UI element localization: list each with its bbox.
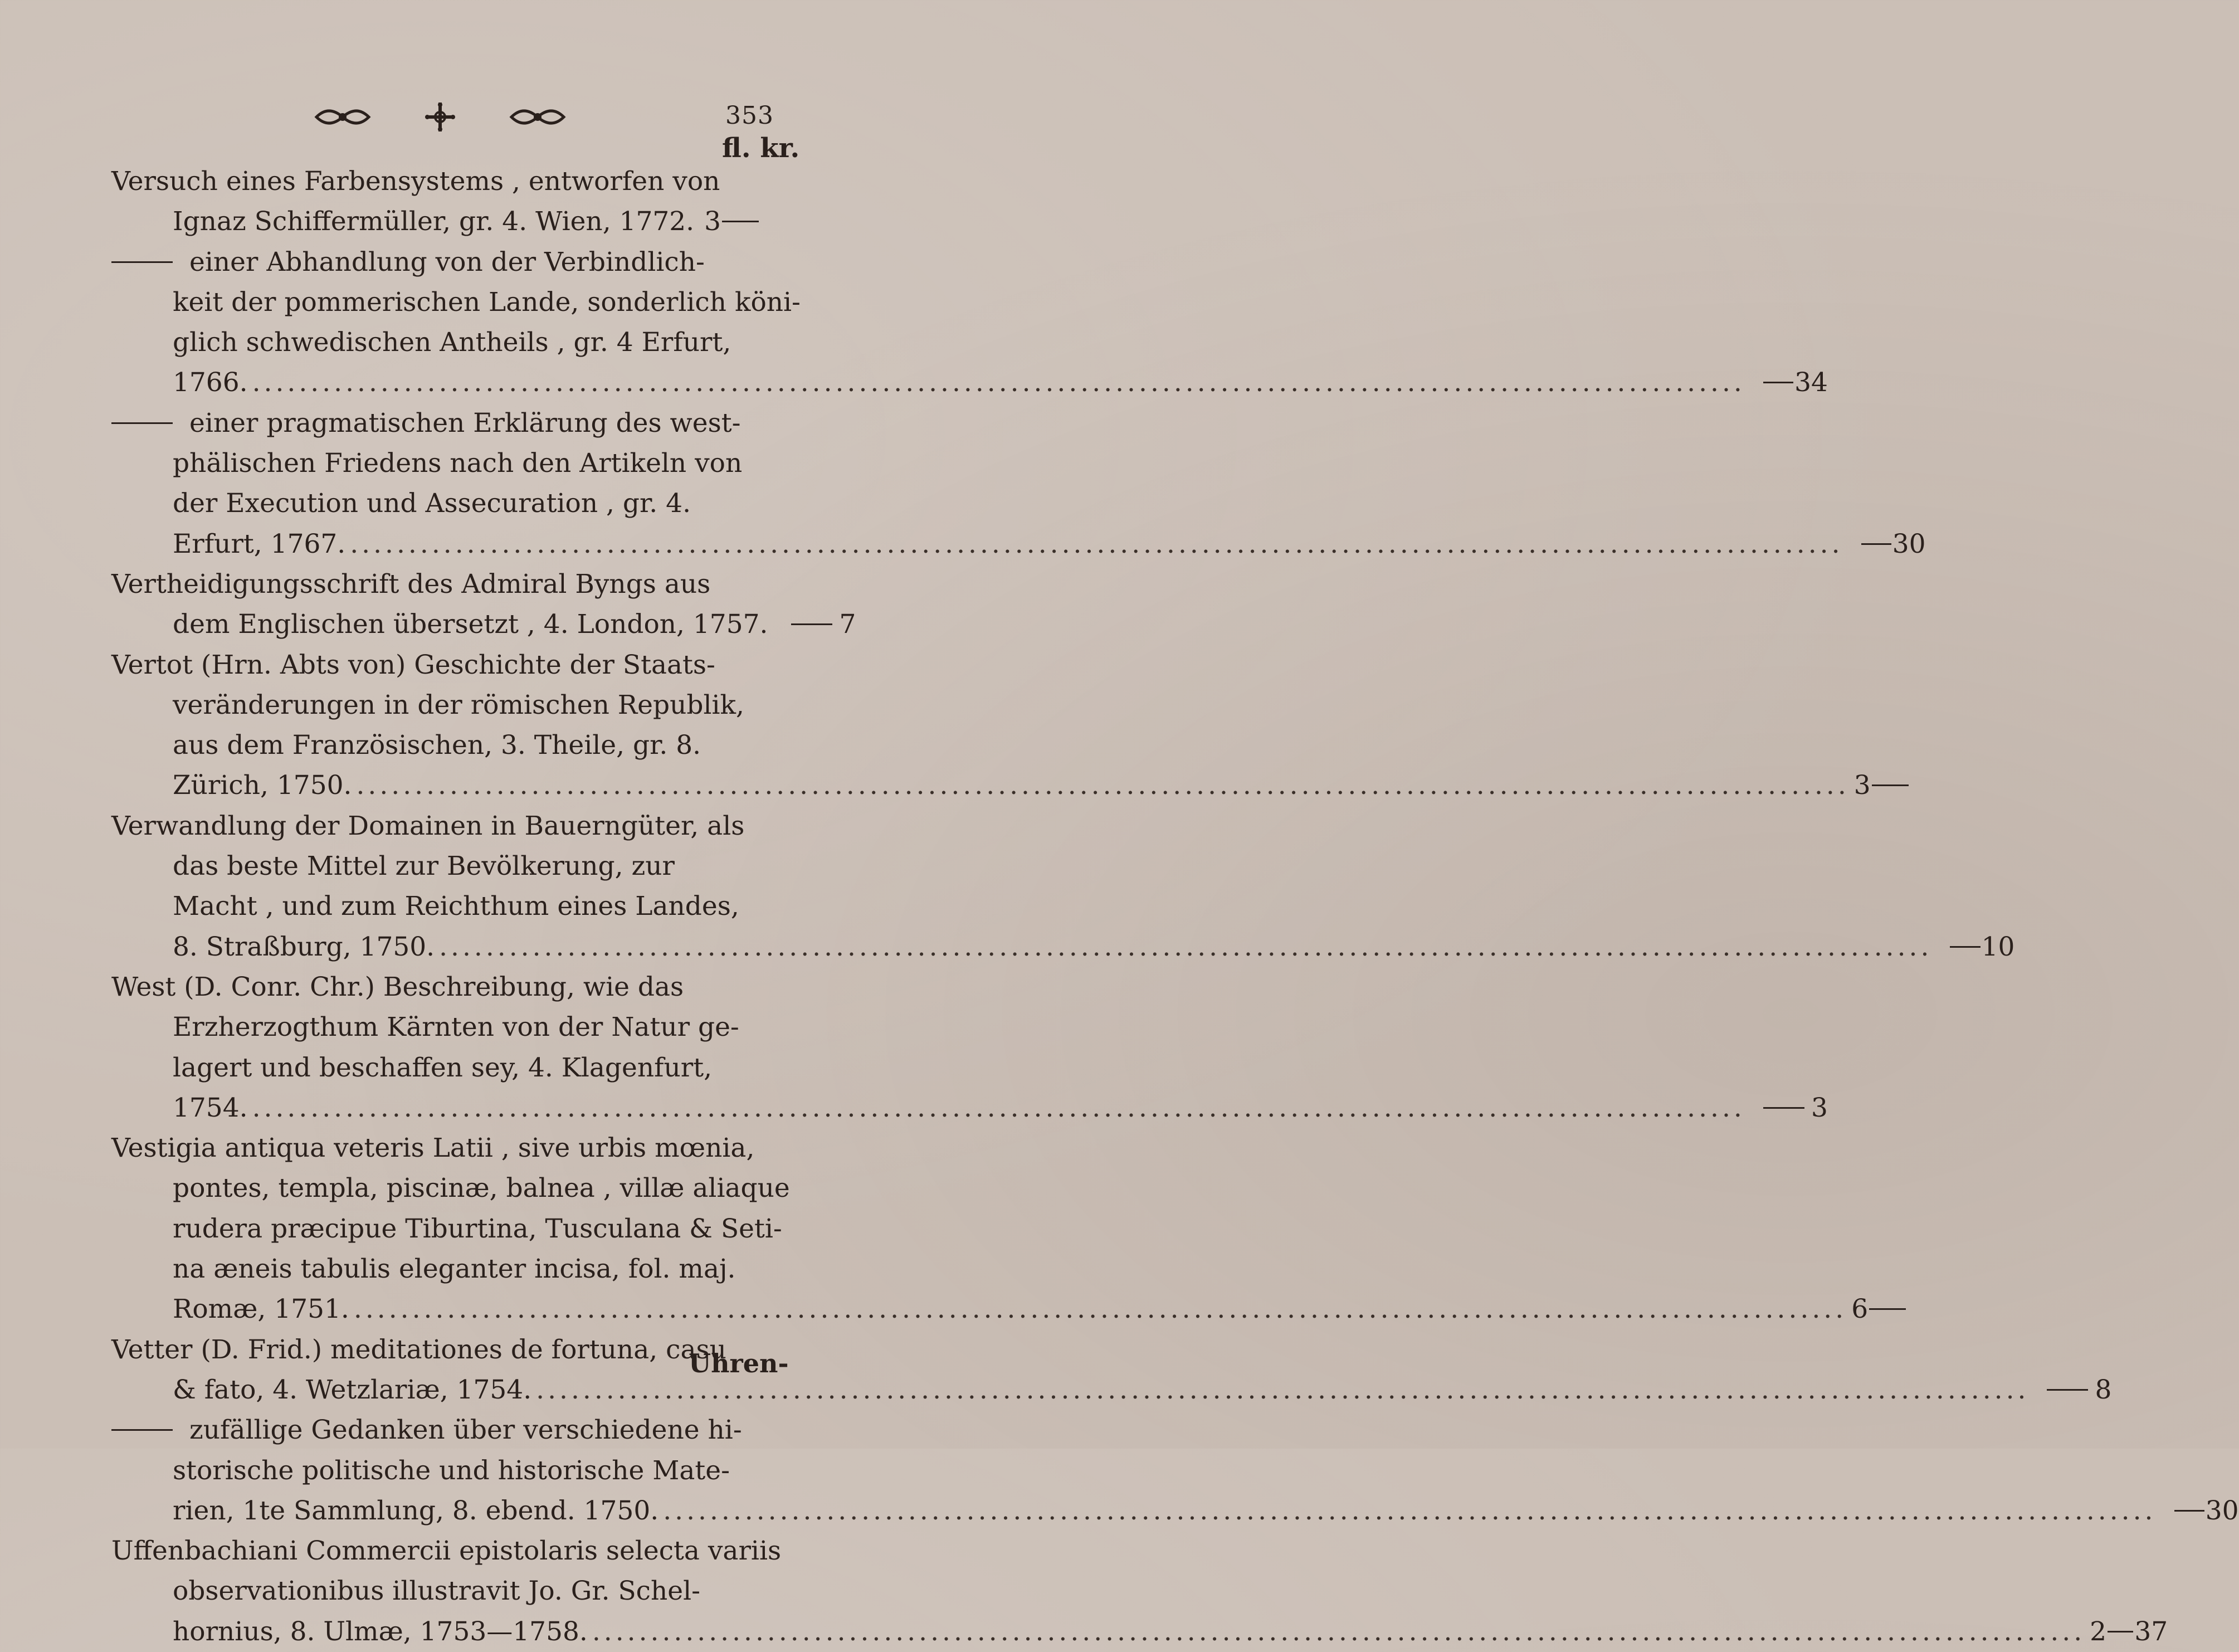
ditto-dash (111, 261, 173, 263)
entry-price (1848, 524, 1926, 564)
entry-text-line: na æneis tabulis eleganter incisa, fol. maj. (173, 1254, 736, 1285)
dot-leader (252, 363, 1745, 403)
entry-text-line: Uffenbachiani Commercii epistolaris selecta variis (111, 1536, 782, 1567)
entry-text-line: & fato, 4. Wetzlariæ, 1754. (173, 1374, 532, 1405)
price-rule (1869, 1308, 1906, 1310)
price-rule (1950, 946, 1980, 948)
catalog-entry (111, 1410, 2239, 1531)
price-rule (1861, 543, 1891, 545)
entry-text-line: West (D. Conr. Chr.) Beschreibung, wie das (111, 971, 684, 1002)
entry-text-line: Ignaz Schiffermüller, gr. 4. Wien, 1772. (173, 206, 695, 237)
catalog-entry (111, 806, 2015, 967)
entry-text-line: pontes, templa, piscinæ, balnea , villæ aliaque (173, 1173, 790, 1204)
entry-price (1750, 1088, 1828, 1128)
catalog-entry (111, 242, 1828, 403)
catchword: Uhren- (689, 1348, 789, 1378)
entry-text-line: Verwandlung der Domainen in Bauerngüter, als (111, 810, 745, 841)
dot-leader (350, 524, 1843, 564)
entry-price (2161, 1491, 2239, 1531)
entry-text-line: einer Abhandlung von der Verbindlich- (189, 246, 705, 277)
entry-text-line: der Execution und Assecuration , gr. 4. (173, 488, 691, 519)
catalog-entry (111, 645, 1871, 806)
entry-text-line: Vetter (D. Frid.) meditationes de fortuna, casu (111, 1334, 726, 1365)
dot-leader (252, 1088, 1745, 1128)
dot-leader (592, 1612, 2085, 1652)
price-rule (1763, 1107, 1804, 1109)
ditto-dash (111, 422, 173, 424)
entry-text-line: das beste Mittel zur Bevölkerung, zur (173, 851, 675, 882)
entry-text-line: dem Englischen übersetzt , 4. London, 1757. (173, 609, 768, 640)
price-kreuzer: 30 (1892, 528, 1926, 559)
entry-text-line: keit der pommerischen Lande, sonderlich köni- (173, 286, 801, 318)
entry-price (1851, 1289, 1929, 1329)
price-florins: 3 (704, 206, 721, 237)
entry-text-line: 1754. (173, 1092, 248, 1123)
entry-price (1854, 766, 1932, 806)
entry-text-line: Romæ, 1751. (173, 1294, 349, 1325)
dot-leader (356, 766, 1849, 806)
price-kreuzer: 7 (839, 609, 856, 640)
entry-text-line: storische politische und historische Mate- (173, 1455, 730, 1486)
entry-text-line: 1766. (173, 367, 248, 398)
price-kreuzer: 37 (2134, 1616, 2168, 1647)
entry-text-line: aus dem Französischen, 3. Theile, gr. 8. (173, 730, 701, 761)
price-rule (2174, 1510, 2204, 1512)
price-rule (1763, 382, 1793, 383)
header-ornament (312, 99, 568, 135)
lozenge-flourish-icon (507, 101, 568, 133)
catalog-entry (111, 162, 786, 242)
entry-text-line: rudera præcipue Tiburtina, Tusculana & Seti- (173, 1213, 782, 1244)
entry-text-line: glich schwedischen Antheils , gr. 4 Erfurt, (173, 327, 731, 358)
dot-leader (439, 927, 1932, 967)
entry-price (1936, 927, 2014, 967)
ditto-dash (111, 1429, 173, 1431)
price-florins: 3 (1853, 770, 1871, 801)
entry-text-line: Versuch eines Farbensystems , entworfen von (111, 166, 720, 197)
entry-text-line: lagert und beschaffen sey, 4. Klagenfurt, (173, 1052, 713, 1083)
entry-text-line: veränderungen in der römischen Republik, (173, 689, 744, 720)
entry-text-line: Vestigia antiqua veteris Latii , sive urbis mœnia, (111, 1133, 755, 1164)
price-florins: 6 (1851, 1294, 1869, 1325)
catalog-entry (111, 1330, 2112, 1411)
entry-text-line: Macht , und zum Reichthum eines Landes, (173, 891, 739, 922)
price-kreuzer: 10 (1981, 931, 2015, 962)
lozenge-flourish-icon (312, 101, 373, 133)
entry-text-line: rien, 1te Sammlung, 8. ebend. 1750. (173, 1495, 659, 1526)
entry-price (2033, 1370, 2111, 1410)
entry-text-line: Erfurt, 1767. (173, 528, 346, 559)
currency-column-header: fl. kr. (722, 133, 800, 164)
catalog-entry (111, 564, 856, 645)
entry-price (2090, 1612, 2168, 1652)
entry-text-line: hornius, 8. Ulmæ, 1753—1758. (173, 1616, 588, 1647)
entry-price (704, 202, 782, 242)
price-kreuzer: 3 (1811, 1092, 1828, 1123)
entry-text-line: einer pragmatischen Erklärung des west- (189, 407, 741, 438)
entry-text-line: observationibus illustravit Jo. Gr. Schel- (173, 1576, 700, 1607)
entry-text-line: 8. Straßburg, 1750. (173, 931, 435, 962)
dot-leader (663, 1491, 2156, 1531)
catalog-entry (111, 1531, 2168, 1652)
price-rule (2108, 1631, 2133, 1632)
entry-text-line: Vertot (Hrn. Abts von) Geschichte der Staats- (111, 649, 715, 680)
entry-text-line: Zürich, 1750. (173, 770, 352, 801)
entry-text-line: phälischen Friedens nach den Artikeln von (173, 448, 743, 479)
page-number: 353 (725, 101, 774, 130)
price-rule (2047, 1389, 2088, 1391)
entry-text-line: Erzherzogthum Kärnten von der Natur ge- (173, 1012, 739, 1043)
entry-text-line: zufällige Gedanken über verschiedene hi- (189, 1415, 742, 1446)
price-florins: 2 (2090, 1616, 2107, 1647)
catalog-entry (111, 1128, 1869, 1329)
catalog-entry (111, 403, 1926, 564)
catalog-entries (111, 162, 2239, 1652)
cross-flourish-icon (421, 100, 460, 134)
entry-text-line: Vertheidigungsschrift des Admiral Byngs aus (111, 568, 711, 600)
price-kreuzer: 8 (2095, 1374, 2112, 1405)
price-rule (791, 623, 832, 625)
entry-price (1750, 363, 1828, 403)
price-kreuzer: 34 (1794, 367, 1828, 398)
entry-price (778, 605, 856, 645)
catalog-entry (111, 967, 1828, 1128)
price-rule (722, 221, 759, 222)
price-kreuzer: 30 (2205, 1495, 2239, 1526)
dot-leader (354, 1289, 1847, 1329)
price-rule (1872, 784, 1909, 786)
